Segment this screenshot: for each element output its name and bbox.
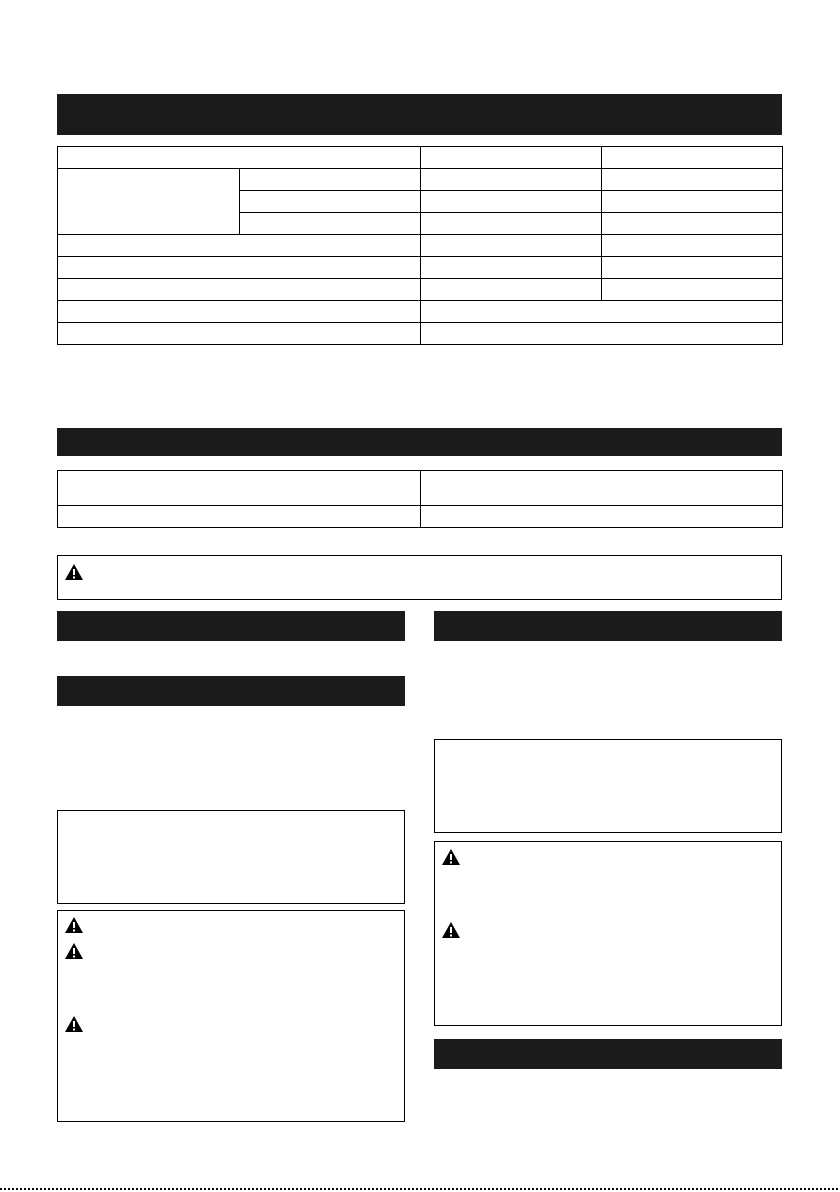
table-cell	[421, 169, 602, 191]
safety-warning-box	[57, 555, 782, 600]
table-cell	[58, 279, 421, 301]
left-note-box	[57, 810, 405, 904]
intended-use-table	[57, 470, 783, 528]
page-bottom-dotted-rule	[0, 1188, 840, 1190]
table-cell	[58, 257, 421, 279]
table-row	[58, 235, 783, 257]
left-section-2-heading-bar	[57, 676, 405, 706]
table-cell	[58, 169, 240, 235]
table-cell	[58, 506, 421, 528]
right-section-2-heading-bar	[434, 1039, 782, 1069]
warning-triangle-icon	[441, 848, 461, 866]
table-cell	[58, 323, 421, 345]
left-warning-box	[57, 910, 405, 1122]
table-cell	[421, 471, 783, 506]
table-cell	[602, 213, 783, 235]
table-cell	[421, 191, 602, 213]
table-row	[58, 323, 783, 345]
table-row	[58, 301, 783, 323]
right-section-1-heading-bar	[434, 611, 782, 641]
warning-triangle-icon	[64, 1015, 84, 1033]
table-cell	[240, 191, 421, 213]
table-cell	[602, 235, 783, 257]
table-cell	[602, 257, 783, 279]
right-warning-box	[434, 841, 782, 1026]
specifications-table	[57, 146, 783, 345]
table-cell	[58, 471, 421, 506]
table-row	[58, 279, 783, 301]
table-cell	[58, 301, 421, 323]
warning-triangle-icon	[64, 563, 84, 581]
table-cell	[240, 169, 421, 191]
table-cell	[421, 301, 783, 323]
table-cell	[421, 235, 602, 257]
table-cell	[240, 213, 421, 235]
warning-triangle-icon	[64, 942, 84, 960]
table-row	[58, 147, 783, 169]
warning-triangle-icon	[441, 921, 461, 939]
table-cell	[421, 506, 783, 528]
table-row	[58, 257, 783, 279]
table-row	[58, 506, 783, 528]
table-cell	[421, 279, 602, 301]
table-cell	[421, 147, 602, 169]
table-row	[58, 471, 783, 506]
intended-use-heading-bar	[57, 428, 782, 456]
table-cell	[421, 257, 602, 279]
left-section-1-heading-bar	[57, 611, 405, 641]
table-cell	[602, 169, 783, 191]
table-cell	[421, 323, 783, 345]
table-cell	[421, 213, 602, 235]
specifications-heading-bar	[57, 94, 782, 135]
table-cell	[602, 279, 783, 301]
table-cell	[602, 191, 783, 213]
table-cell	[58, 235, 421, 257]
warning-triangle-icon	[64, 916, 84, 934]
table-row	[58, 169, 783, 191]
table-cell	[58, 147, 421, 169]
right-note-box	[434, 739, 782, 833]
table-cell	[602, 147, 783, 169]
